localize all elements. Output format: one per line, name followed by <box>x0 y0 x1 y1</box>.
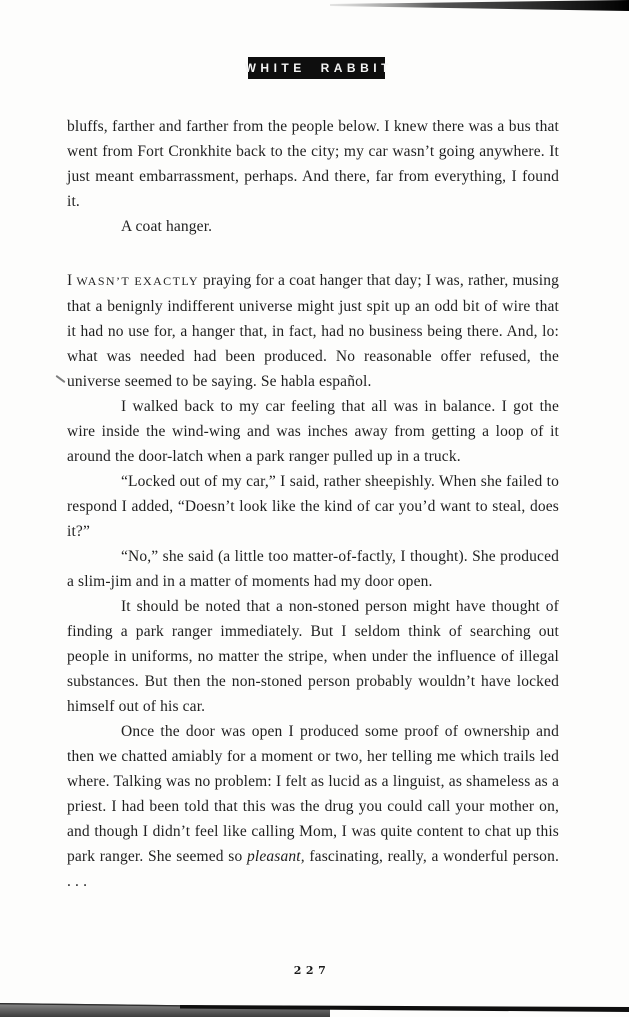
paragraph-walked-back: I walked back to my car feeling that all was in balance. I got the wire inside the wind-wing and was inches away from getting a loop of it around the door-latch when a park ranger pulled up in a truck. <box>67 398 559 465</box>
paragraph-continuation: bluffs, farther and farther from the people below. I knew there was a bus that went from Fort Cronkhite back to the city; my car wasn’t going anywhere. It just meant embarrassment, perhaps. And there, far from everything, I found it. <box>67 118 559 210</box>
door-open-text-end: fascinating, really, a wonderful person. . . . <box>67 848 559 890</box>
paragraph-coat-hanger: A coat hanger. <box>121 218 213 235</box>
page-number: 227 <box>293 964 331 977</box>
paragraph-section-opener <box>67 268 559 394</box>
scan-artifact-top-edge <box>0 0 629 14</box>
section-opener-smallcaps: WASN’T EXACTLY <box>76 274 199 288</box>
paragraph-door-open <box>67 719 559 894</box>
paragraph-no-she-said: “No,” she said (a little too matter-of-factly, I thought). She produced a slim-jim and in a matter of moments had my door open. <box>67 548 559 590</box>
scan-artifact-bottom-edge <box>0 999 629 1017</box>
chapter-header-box <box>244 57 393 79</box>
italic-word: pleasant, <box>247 848 305 865</box>
paragraph-locked-out: “Locked out of my car,” I said, rather sheepishly. When she failed to respond I added, “Doesn’t look like the kind of car you’d want to steal, does it?” <box>67 473 559 540</box>
door-open-text: Once the door was open I produced some proof of ownership and then we chatted amiably for a moment or two, her telling me which trails led where. Talking was no problem: I felt as lucid as a linguist, as shameless as a priest. I had been told that this was the drug you could call your mother on, and though I didn’t feel like calling Mom, I was quite content to chat up this park ranger. She seemed so <box>67 723 559 865</box>
paragraph-non-stoned: It should be noted that a non-stoned person might have thought of finding a park ranger immediately. But I seldom think of searching out people in uniforms, no matter the stripe, when under the influence of illegal substances. But then the non-stoned person probably wouldn’t have locked himself out of his car. <box>67 598 559 715</box>
scan-tick-mark <box>55 375 65 383</box>
chapter-title: WHITE RABBIT <box>244 61 393 75</box>
section-opener-lead: I <box>67 272 73 289</box>
text-block <box>67 114 559 894</box>
section-opener-rest: praying for a coat hanger that day; I was, rather, musing that a benignly indifferent universe might just spit up an odd bit of wire that it had no use for, a hanger that, in fact, had no business being there. And, lo: what was needed had been produced. No reasonable offer refused, the universe seemed to be saying. Se habla español. <box>67 272 559 390</box>
